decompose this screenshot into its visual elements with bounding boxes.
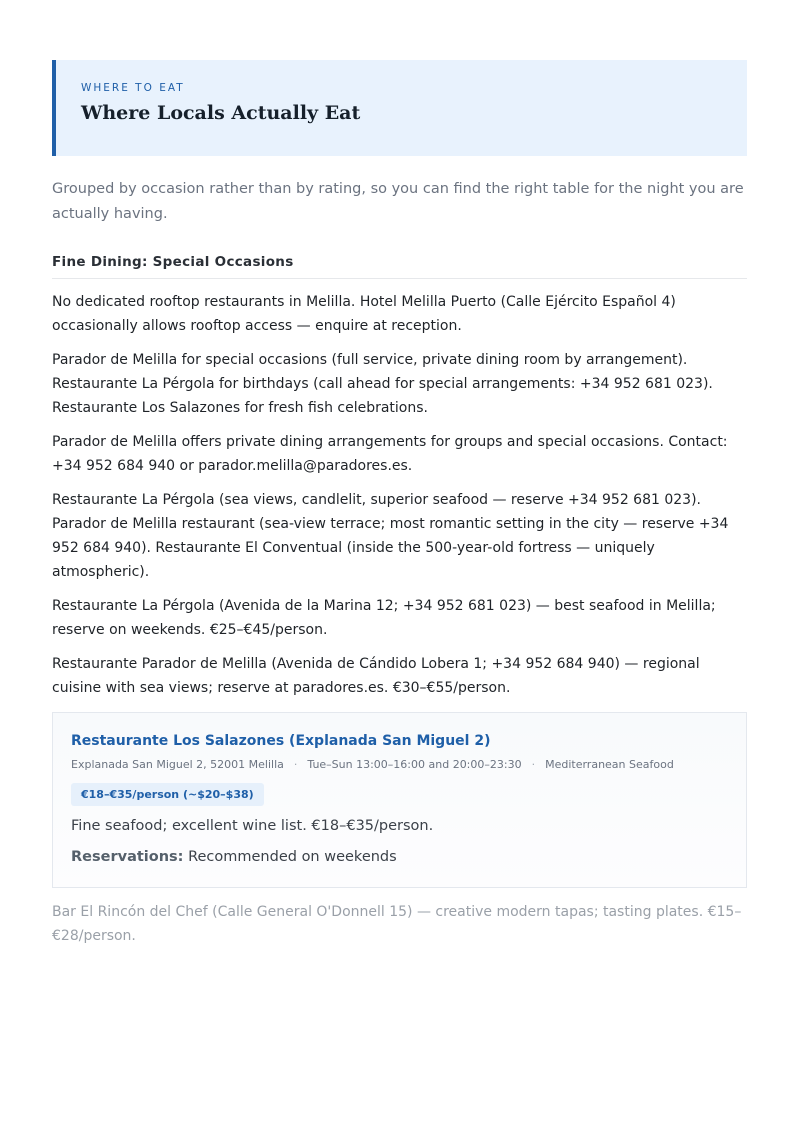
paragraph-private-dining: Parador de Melilla offers private dining arrangements for groups and special occasions. Contact: +34 952 684 940 or parador.melilla@paradores.es. bbox=[52, 434, 728, 474]
subsection-title: Fine Dining: Special Occasions bbox=[52, 254, 747, 279]
restaurant-description: Fine seafood; excellent wine list. €18–€35/person. bbox=[71, 818, 434, 834]
paragraph-parador: Restaurante Parador de Melilla (Avenida de Cándido Lobera 1; +34 952 684 940) — regional cuisine with sea views; reserve at paradores.es. €30–€55/person. bbox=[52, 656, 700, 696]
reservations-label: Reservations: bbox=[71, 849, 184, 865]
reservations-line bbox=[71, 849, 728, 865]
page-title: Where Locals Actually Eat bbox=[81, 102, 361, 124]
reservations-value: Recommended on weekends bbox=[188, 849, 397, 865]
restaurant-hours: Tue–Sun 13:00–16:00 and 20:00–23:30 bbox=[307, 758, 522, 771]
trailing-paragraph: Bar El Rincón del Chef (Calle General O'Donnell 15) — creative modern tapas; tasting plates. €15–€28/person. bbox=[52, 904, 742, 944]
price-badge: €18–€35/person (~$20–$38) bbox=[71, 783, 264, 806]
restaurant-address: Explanada San Miguel 2, 52001 Melilla bbox=[71, 758, 284, 771]
eyebrow-label: WHERE TO EAT bbox=[81, 82, 185, 94]
restaurant-card bbox=[52, 712, 747, 888]
restaurant-name[interactable]: Restaurante Los Salazones (Explanada San Miguel 2) bbox=[71, 733, 491, 749]
paragraph-romantic: Restaurante La Pérgola (sea views, candlelit, superior seafood — reserve +34 952 681 023). Parador de Melilla restaurant (sea-view terrace; most romantic setting in the city — reserve +34 952 684 940). Restaurante El Conventual (inside the 500-year-old fortress — uniquely atmospheric). bbox=[52, 492, 729, 580]
intro-text: Grouped by occasion rather than by rating, so you can find the right table for the night you are actually having. bbox=[52, 181, 744, 222]
meta-separator: · bbox=[293, 758, 298, 771]
paragraph-special-occasions: Parador de Melilla for special occasions (full service, private dining room by arrangement). Restaurante La Pérgola for birthdays (call ahead for special arrangements: +34 952 681 023). Restaurante Los Salazones for fresh fish celebrations. bbox=[52, 352, 713, 416]
section-header bbox=[52, 60, 747, 156]
paragraph-rooftop: No dedicated rooftop restaurants in Melilla. Hotel Melilla Puerto (Calle Ejército Español 4) occasionally allows rooftop access — enquire at reception. bbox=[52, 294, 676, 334]
restaurant-meta bbox=[71, 758, 728, 771]
restaurant-cuisine: Mediterranean Seafood bbox=[545, 758, 674, 771]
meta-separator: · bbox=[531, 758, 536, 771]
paragraph-la-pergola: Restaurante La Pérgola (Avenida de la Marina 12; +34 952 681 023) — best seafood in Melilla; reserve on weekends. €25–€45/person. bbox=[52, 598, 716, 638]
